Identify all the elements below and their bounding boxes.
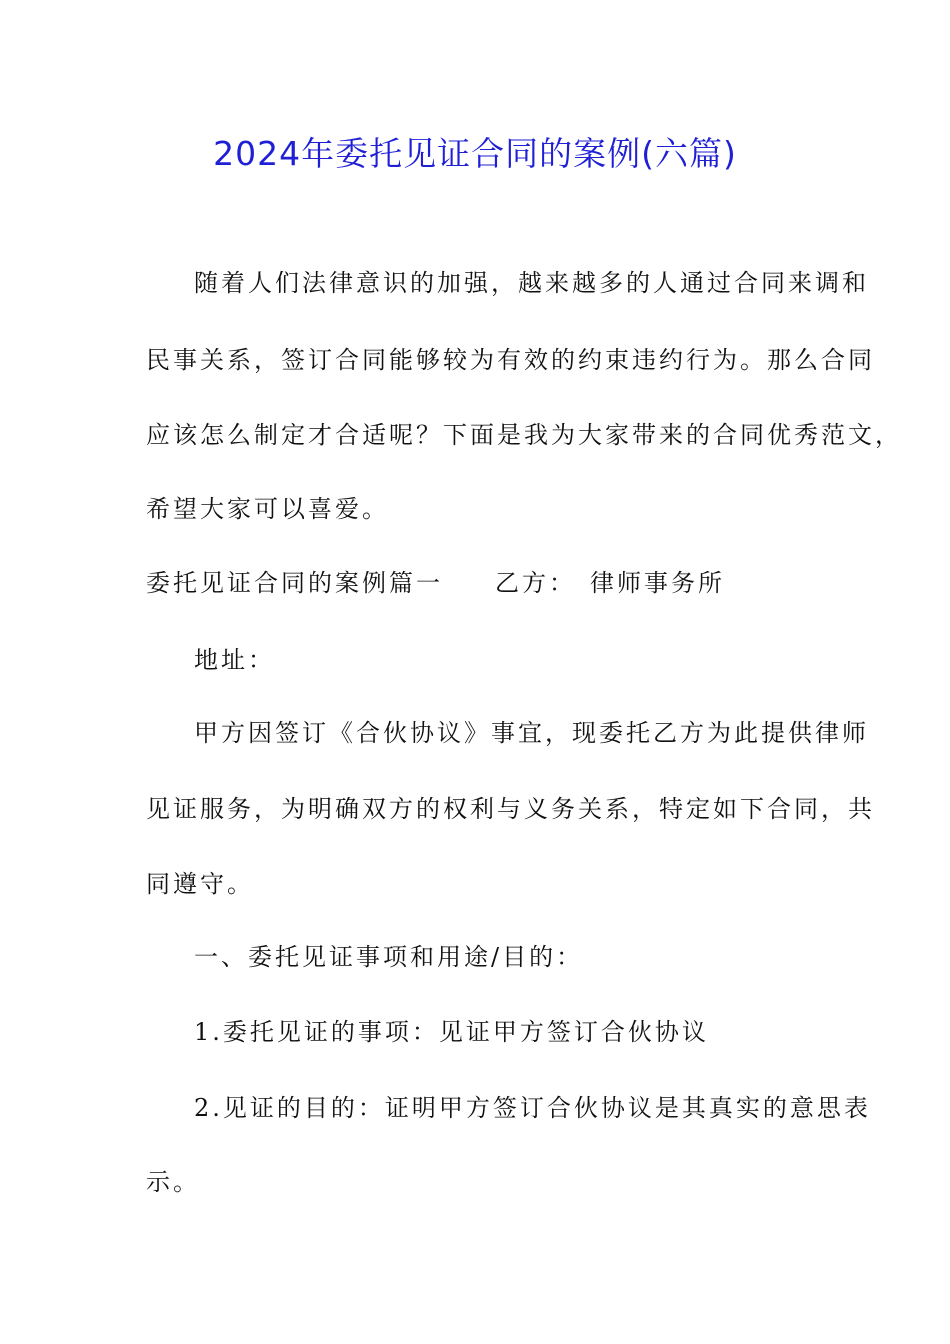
party-b-label: 乙方： bbox=[495, 569, 576, 597]
intro-line-2: 民事关系，签订合同能够较为有效的约束违约行为。那么合同 bbox=[146, 346, 875, 374]
intro-line-3: 应该怎么制定才合适呢？下面是我为大家带来的合同优秀范文， bbox=[146, 421, 902, 449]
address-label: 地址： bbox=[194, 646, 275, 674]
party-b-value: 律师事务所 bbox=[590, 569, 725, 597]
item-2-line-2: 示。 bbox=[146, 1168, 200, 1196]
document-title: 2024年委托见证合同的案例(六篇) bbox=[213, 134, 737, 173]
section-heading-line bbox=[146, 568, 725, 598]
body-line-2: 见证服务，为明确双方的权利与义务关系，特定如下合同，共 bbox=[146, 795, 875, 823]
clause-heading: 一、委托见证事项和用途/目的： bbox=[194, 943, 584, 971]
intro-line-1: 随着人们法律意识的加强，越来越多的人通过合同来调和 bbox=[194, 269, 869, 297]
item-2-line-1: 2.见证的目的：证明甲方签订合伙协议是其真实的意思表 bbox=[194, 1094, 871, 1122]
intro-line-4: 希望大家可以喜爱。 bbox=[146, 495, 389, 523]
body-line-3: 同遵守。 bbox=[146, 870, 254, 898]
body-line-1: 甲方因签订《合伙协议》事宜，现委托乙方为此提供律师 bbox=[194, 719, 869, 747]
item-1: 1.委托见证的事项：见证甲方签订合伙协议 bbox=[194, 1018, 709, 1046]
section-heading: 委托见证合同的案例篇一 bbox=[146, 569, 443, 597]
